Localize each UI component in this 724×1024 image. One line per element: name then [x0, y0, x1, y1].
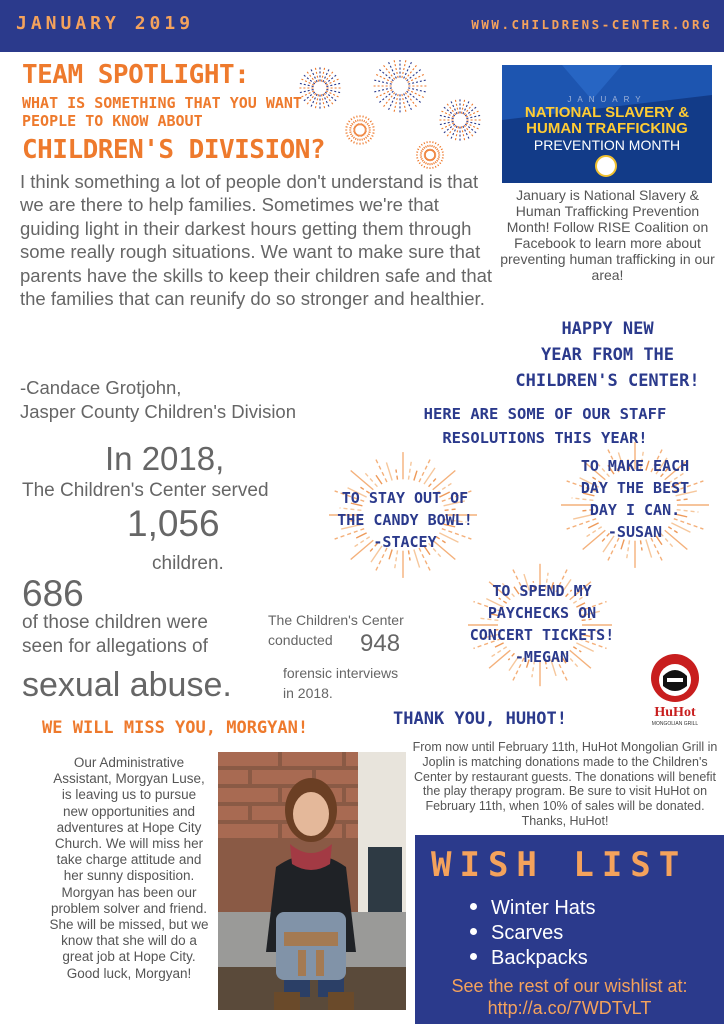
wish-list-item — [470, 946, 595, 971]
banner-title-line1: NATIONAL SLAVERY & — [524, 104, 690, 121]
banner-month: JANUARY — [567, 95, 647, 104]
spotlight-quote: I think something a lot of people don't understand is that we are there to help families. Sometimes we're that guiding light in their darkest hours getting them through some really rough situations. We want to make sure that parents have the skills to keep their children safe and that the families that can reunify do so stronger and healthier. — [20, 171, 493, 310]
resolution-megan-line3: CONCERT TICKETS! — [469, 626, 615, 644]
farewell-heading: WE WILL MISS YOU, MORGYAN! — [42, 718, 309, 738]
wish-list-item-label: Winter Hats — [491, 897, 596, 919]
huhot-logo — [645, 652, 705, 728]
new-year-line2: YEAR FROM THE — [540, 345, 675, 365]
stats-served-unit: children. — [152, 553, 224, 574]
website-link[interactable]: WWW.CHILDRENS-CENTER.ORG — [471, 17, 712, 32]
resolution-susan-line4: -SUSAN — [607, 523, 663, 541]
farewell-text — [48, 755, 210, 982]
new-year-line1: HAPPY NEW — [561, 319, 654, 339]
stats-interviews-line1: The Children's Center — [268, 612, 404, 628]
new-year-line3: CHILDREN'S CENTER! — [515, 371, 700, 391]
huhot-heading: THANK YOU, HUHOT! — [393, 709, 567, 729]
stats-served-count: 1,056 — [127, 503, 220, 544]
resolutions-heading-line1: HERE ARE SOME OF OUR STAFF — [423, 405, 667, 423]
banner-title-line3: PREVENTION MONTH — [533, 137, 681, 153]
resolution-susan — [565, 455, 705, 543]
fireworks-graphic — [280, 60, 500, 180]
issue-date: JANUARY 2019 — [16, 13, 195, 34]
wish-list-panel — [415, 835, 724, 1024]
resolution-megan-line4: -MEGAN — [514, 648, 570, 666]
awareness-text: January is National Slavery & Human Trafficking Prevention Month! Follow RISE Coalition on Facebook to learn more about preventing human trafficking in our area! — [500, 187, 715, 283]
spotlight-title: TEAM SPOTLIGHT: — [22, 60, 250, 90]
wish-list — [470, 896, 595, 971]
new-year-greeting — [500, 316, 715, 394]
stats-abuse-line1: of those children were — [22, 612, 208, 633]
wish-list-item — [470, 921, 595, 946]
quote-attribution — [20, 376, 296, 424]
bullet-icon — [470, 953, 477, 960]
wish-list-link[interactable]: http://a.co/7WDTvLT — [487, 998, 652, 1018]
stats-served-label: The Children's Center served — [22, 480, 269, 501]
resolution-susan-line3: DAY I CAN. — [589, 501, 681, 519]
stats-year: In 2018, — [105, 440, 225, 477]
stats-interviews-line4: in 2018. — [283, 685, 333, 701]
resolution-susan-line1: TO MAKE EACH — [580, 457, 690, 475]
quote-author: -Candace Grotjohn, — [20, 377, 182, 398]
wish-list-title: WISH LIST — [431, 845, 688, 885]
morgyan-photo — [218, 752, 406, 1010]
resolution-stacey-line2: THE CANDY BOWL! — [337, 511, 473, 529]
resolution-megan — [462, 580, 622, 668]
stats-abuse-count: 686 — [22, 573, 84, 614]
huhot-text: From now until February 11th, HuHot Mongolian Grill in Joplin is matching donations made to the Children's Center by restaurant guests. The donations will benefit the play therapy program. Be sure to visit HuHot on February 11th, when 10% of sales will be donated. Thanks, HuHot! — [412, 740, 718, 828]
resolution-susan-line2: DAY THE BEST — [580, 479, 690, 497]
stats-interviews-line2: conducted — [268, 632, 333, 648]
resolution-megan-line2: PAYCHECKS ON — [487, 604, 597, 622]
header-bar — [0, 0, 724, 52]
farewell-body: Our Administrative Assistant, Morgyan Luse, is leaving us to pursue new opportunities and adventures at Hope City Church. We will miss her take charge attitude and her sunny disposition. Morgyan has been our problem solver and friend. She will be missed, but we know that she will do a great job at Hope City. — [49, 755, 209, 965]
seal-icon — [595, 155, 617, 177]
resolution-stacey-line3: -STACEY — [373, 533, 437, 551]
wish-list-item-label: Backpacks — [491, 947, 588, 969]
stats-abuse-line3: sexual abuse. — [22, 666, 232, 704]
spotlight-division: CHILDREN'S DIVISION? — [22, 135, 326, 165]
stats-interviews-line3: forensic interviews — [283, 665, 399, 681]
stats-abuse-line2: seen for allegations of — [22, 636, 208, 657]
resolutions-heading-line2: RESOLUTIONS THIS YEAR! — [442, 429, 648, 447]
resolution-megan-line1: TO SPEND MY — [492, 582, 592, 600]
spotlight-question: WHAT IS SOMETHING THAT YOU WANT PEOPLE TO KNOW ABOUT — [22, 94, 302, 130]
huhot-logo-name: HuHot — [654, 705, 696, 720]
stats-interviews-count: 948 — [360, 630, 401, 657]
banner-title-line2: HUMAN TRAFFICKING — [526, 120, 688, 137]
huhot-logo-sub: MONGOLIAN GRILL — [651, 721, 699, 727]
farewell-signoff: Good luck, Morgyan! — [66, 965, 192, 981]
wish-list-item-label: Scarves — [491, 922, 564, 944]
wish-list-more-text: See the rest of our wishlist at: — [451, 976, 688, 996]
bullet-icon — [470, 903, 477, 910]
resolution-stacey — [335, 487, 475, 553]
quote-author-org: Jasper County Children's Division — [20, 401, 297, 422]
wish-list-item — [470, 896, 595, 921]
awareness-banner — [502, 65, 712, 183]
resolution-stacey-line1: TO STAY OUT OF — [341, 489, 469, 507]
bullet-icon — [470, 928, 477, 935]
